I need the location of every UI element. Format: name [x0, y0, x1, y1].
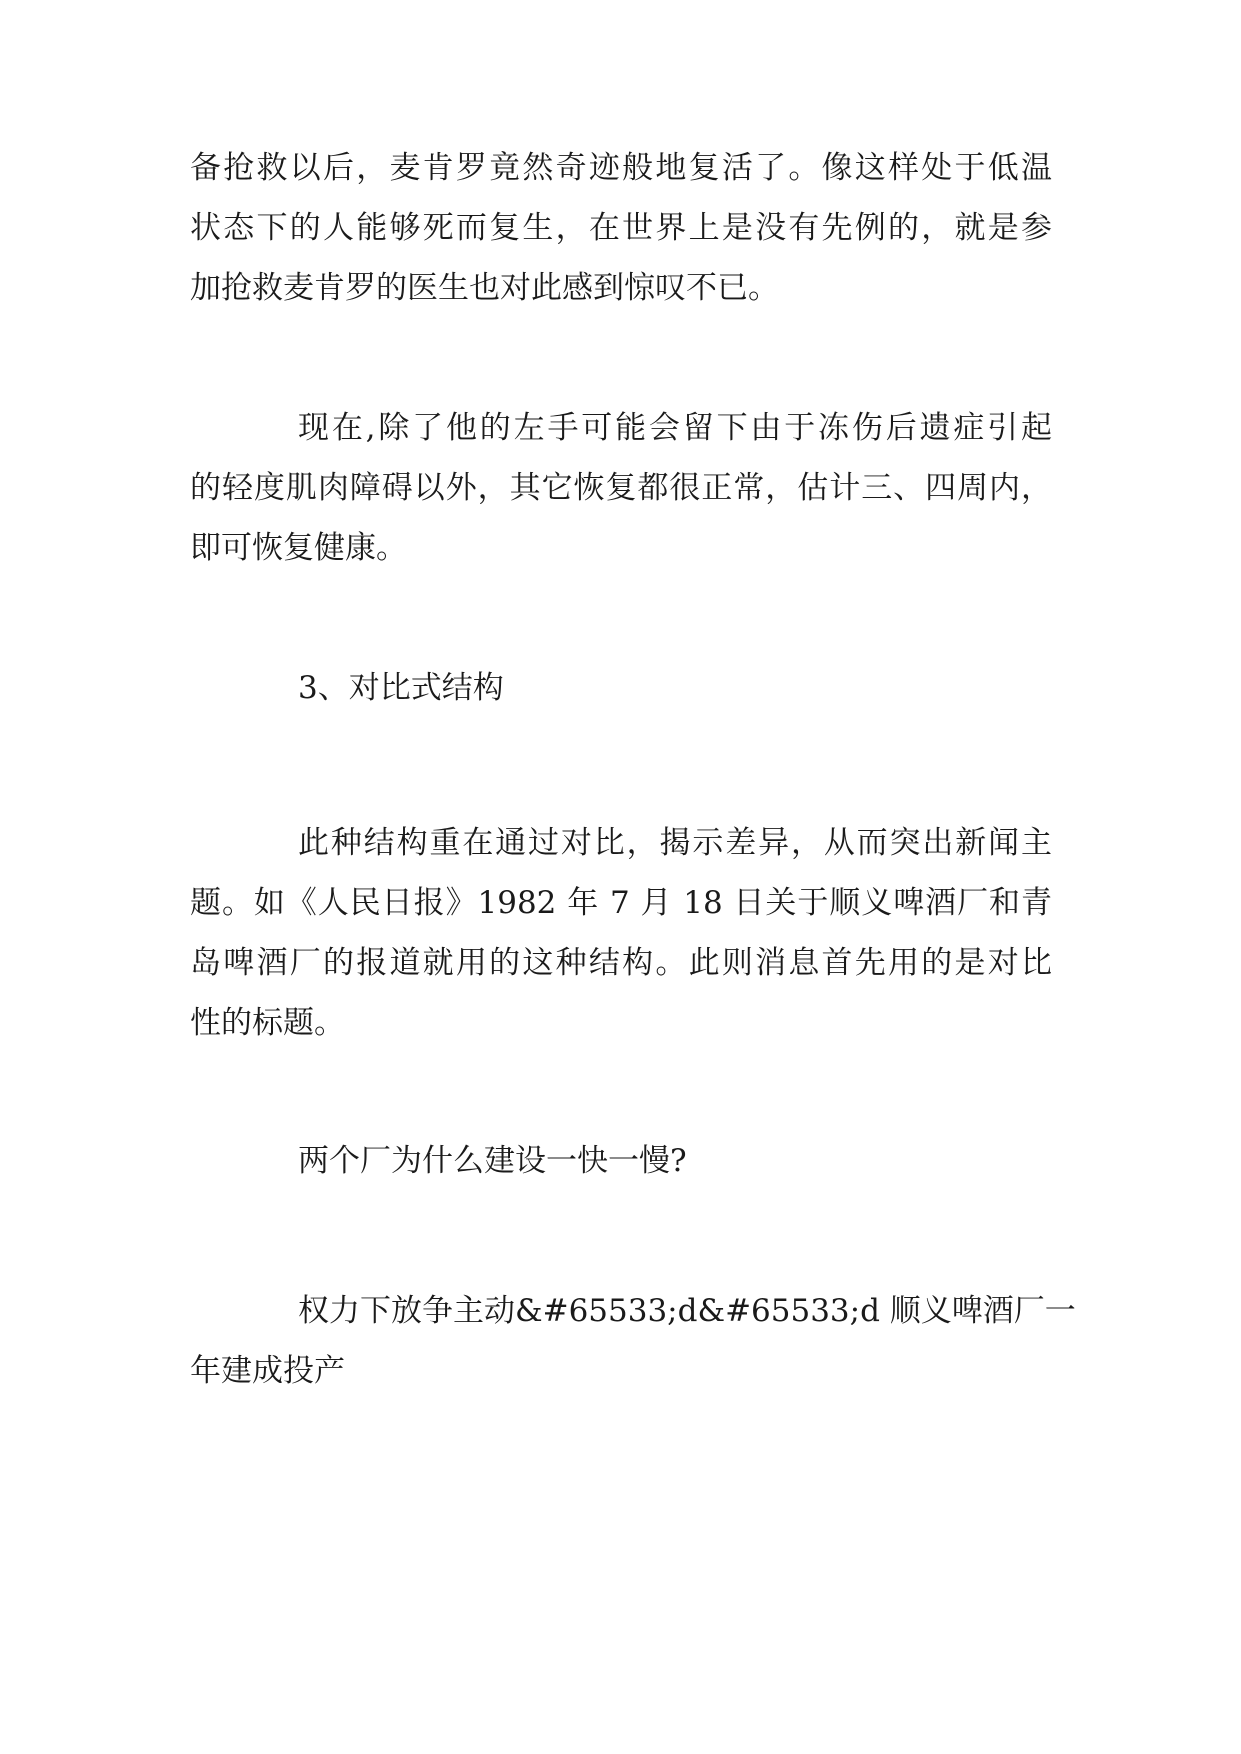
paragraph-line: 年建成投产 — [190, 1353, 345, 1389]
paragraph-line: 加抢救麦肯罗的医生也对此感到惊叹不已。 — [190, 270, 779, 306]
paragraph-line: 此种结构重在通过对比，揭示差异，从而突出新闻主 — [298, 825, 1052, 861]
paragraph-line: 现在,除了他的左手可能会留下由于冻伤后遗症引起 — [298, 410, 1052, 446]
paragraph-line: 性的标题。 — [190, 1005, 345, 1041]
paragraph-line: 备抢救以后，麦肯罗竟然奇迹般地复活了。像这样处于低温 — [190, 150, 1052, 186]
paragraph-line: 权力下放争主动&#65533;d&#65533;d 顺义啤酒厂一 — [298, 1293, 1076, 1329]
paragraph-line: 状态下的人能够死而复生，在世界上是没有先例的，就是参 — [190, 210, 1052, 246]
paragraph-line: 即可恢复健康。 — [190, 530, 407, 566]
paragraph-line: 的轻度肌肉障碍以外，其它恢复都很正常，估计三、四周内， — [190, 470, 1052, 506]
section-heading-text: 3、对比式结构 — [298, 670, 504, 706]
headline-quote-text: 两个厂为什么建设一快一慢? — [298, 1143, 687, 1179]
paragraph-line: 岛啤酒厂的报道就用的这种结构。此则消息首先用的是对比 — [190, 945, 1052, 981]
paragraph-line: 题。如《人民日报》1982 年 7 月 18 日关于顺义啤酒厂和青 — [190, 885, 1052, 921]
